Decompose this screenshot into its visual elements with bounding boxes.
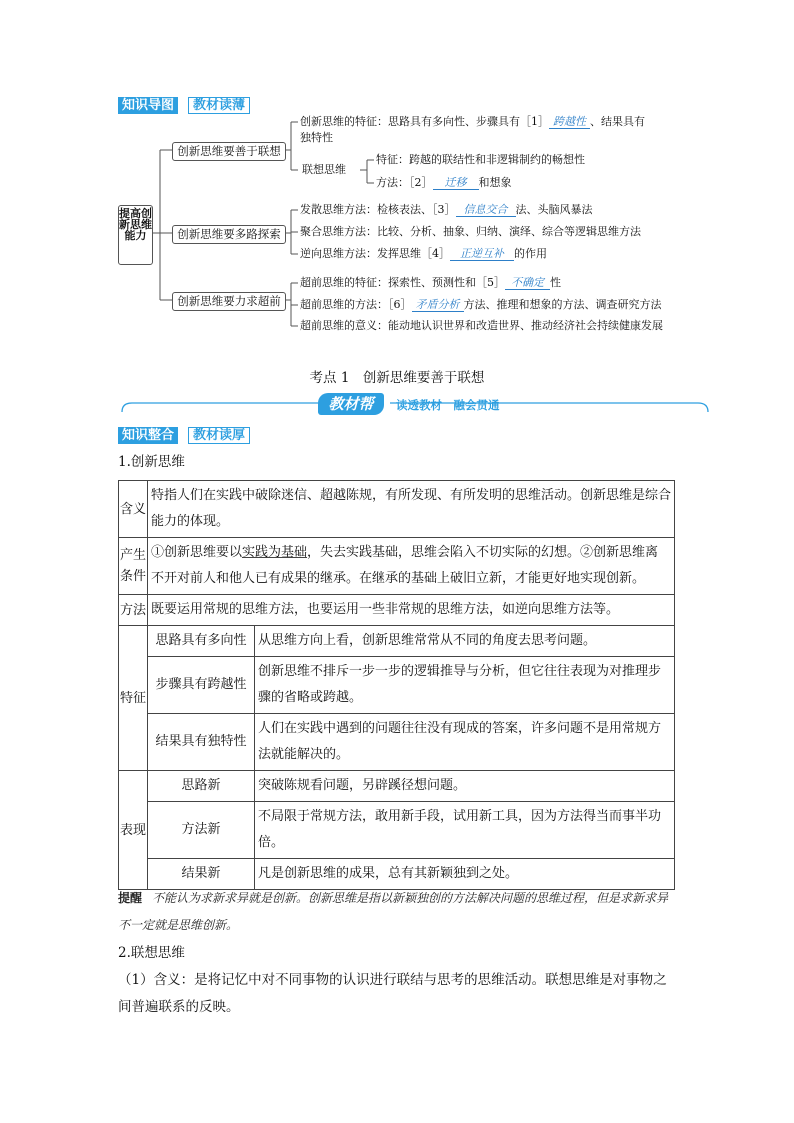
answer-1: 跨越性: [549, 115, 590, 129]
section-title: 考点 1 创新思维要善于联想: [309, 370, 485, 386]
reminder-text: 不能认为求新求异就是创新。创新思维是指以新颖独创的方法解决问题的思维过程，但是求新求异不一定就是思维创新。: [118, 891, 669, 932]
mindmap-leaf-advance-method: 超前思维的方法：［6］ 矛盾分析 方法、推理和想象的方法、调查研究方法: [300, 298, 662, 311]
mindmap-leaf-1-1: 创新思维的特征：思路具有多向性、步骤具有［1］ 跨越性 、结果具有: [300, 115, 645, 128]
table-row: [119, 626, 675, 657]
row-text: 创新思维不排斥一步一步的逻辑推导与分析，但它往往表现为对推理步骤的省略或跨越。: [255, 657, 675, 714]
table-row: [119, 481, 675, 538]
sub-label: 步骤具有跨越性: [148, 657, 255, 714]
row-text: 人们在实践中遇到的问题往往没有现成的答案，许多问题不是用常规方法就能解决的。: [255, 714, 675, 771]
heading-association-thinking: 2.联想思维: [118, 945, 185, 961]
mindmap-leaf-association: 联想思维: [302, 163, 346, 176]
reminder: [118, 885, 678, 939]
table-row: [119, 657, 675, 714]
row-label: 含义: [119, 481, 148, 538]
row-text: ①创新思维要以实践为基础，失去实践基础，思维会陷入不切实际的幻想。②创新思维离不开对前人和他人已有成果的继承。在继承的基础上破旧立新，才能更好地实现创新。: [148, 538, 675, 595]
row-text: 突破陈规看问题，另辟蹊径想问题。: [255, 771, 675, 802]
sub-label: 结果具有独特性: [148, 714, 255, 771]
mindmap-branch-advance: 创新思维要力求超前: [172, 292, 286, 311]
banner-title: 教材帮: [318, 393, 384, 415]
mindmap-branch-multipath: 创新思维要多路探索: [172, 225, 286, 244]
mindmap-leaf-reverse: 逆向思维方法：发挥思维［4］ 正逆互补 的作用: [300, 247, 547, 260]
mindmap-leaf-advance-meaning: 超前思维的意义：能动地认识世界和改造世界、推动经济社会持续健康发展: [300, 319, 663, 332]
reminder-label: 提醒: [118, 891, 143, 905]
answer-3: 信息交合: [456, 203, 516, 217]
sub-label: 结果新: [148, 859, 255, 890]
tag-knowledge-map: 知识导图: [118, 97, 178, 114]
mindmap-leaf-1-1-cont: 独特性: [300, 131, 333, 144]
row-text: 从思维方向上看，创新思维常常从不同的角度去思考问题。: [255, 626, 675, 657]
paragraph-association-meaning: （1）含义：是将记忆中对不同事物的认识进行联结与思考的思维活动。联想思维是对事物之间普遍联系的反映。: [118, 972, 667, 1015]
mindmap-leaf-association-feature: 特征：跨越的联结性和非逻辑制约的畅想性: [376, 153, 585, 166]
sub-label: 思路具有多向性: [148, 626, 255, 657]
mindmap-leaf-advance-feature: 超前思维的特征：探索性、预测性和［5］ 不确定 性: [300, 276, 561, 289]
row-text: 凡是创新思维的成果，总有其新颖独到之处。: [255, 859, 675, 890]
table-row: [119, 538, 675, 595]
sub-label: 方法新: [148, 802, 255, 859]
tag-knowledge-integration: 知识整合: [118, 427, 178, 444]
sub-label: 思路新: [148, 771, 255, 802]
table-row: [119, 714, 675, 771]
tag-textbook-thick: 教材读厚: [188, 427, 250, 444]
answer-2: 迁移: [433, 176, 479, 190]
row-label: 产生条件: [119, 538, 148, 595]
mindmap-leaf-association-method: 方法：［2］ 迁移 和想象: [376, 176, 512, 189]
row-text: 既要运用常规的思维方法，也要运用一些非常规的思维方法，如逆向思维方法等。: [148, 595, 675, 626]
table-row: [119, 595, 675, 626]
heading-innovative-thinking: 1.创新思维: [118, 454, 185, 470]
mindmap-leaf-divergent: 发散思维方法：检核表法、［3］ 信息交合 法、头脑风暴法: [300, 203, 593, 216]
tag-textbook-thin: 教材读薄: [188, 97, 250, 114]
row-label: 方法: [119, 595, 148, 626]
mindmap-root: 提高创新思维能力: [118, 205, 153, 265]
answer-6: 矛盾分析: [412, 298, 464, 312]
mindmap-leaf-convergent: 聚合思维方法：比较、分析、抽象、归纳、演绎、综合等逻辑思维方法: [300, 225, 641, 238]
answer-5: 不确定: [505, 276, 550, 290]
table-row: [119, 802, 675, 859]
answer-4: 正逆互补: [450, 247, 514, 261]
banner-subtitle: 读透教材 融会贯通: [396, 398, 500, 412]
knowledge-table: [118, 480, 675, 890]
table-row: [119, 771, 675, 802]
row-text: 特指人们在实践中破除迷信、超越陈规，有所发现、有所发明的思维活动。创新思维是综合能力的体现。: [148, 481, 675, 538]
row-label: 表现: [119, 771, 148, 890]
row-text: 不局限于常规方法，敢用新手段，试用新工具，因为方法得当而事半功倍。: [255, 802, 675, 859]
row-label: 特征: [119, 626, 148, 771]
mindmap-branch-association: 创新思维要善于联想: [172, 142, 286, 161]
